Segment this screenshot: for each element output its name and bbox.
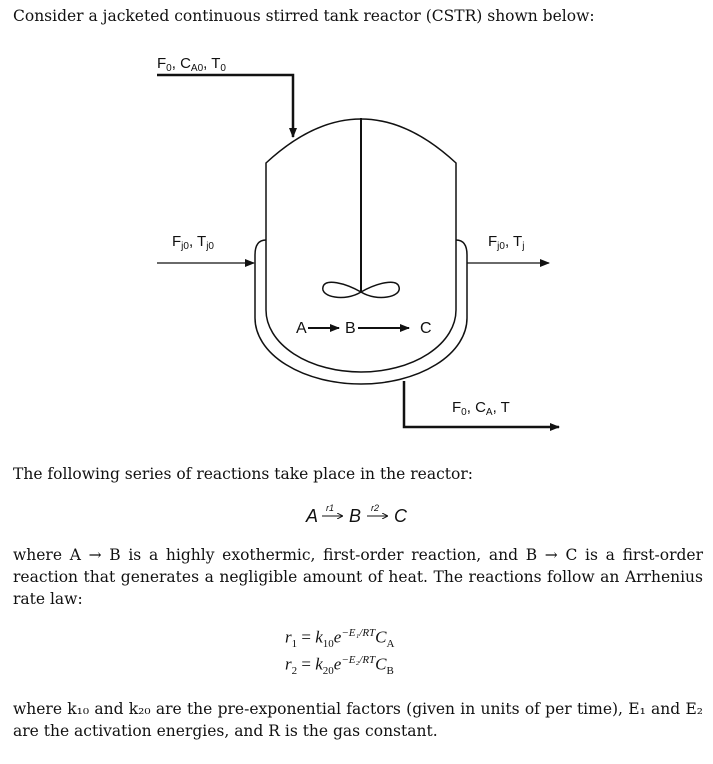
outlet-label: $F_0$, $C_A$, T	[452, 399, 510, 418]
paragraph-parameter-definitions: where k₁₀ and k₂₀ are the pre-exponential factors (given in units of per time), E₁ and E₂ are the activation energies, and R is the gas constant.	[13, 700, 703, 740]
rate-law-r1: $r_1 = k_{10}e^{-E_1/RT}C_A$	[285, 627, 395, 651]
reaction-b: B	[345, 320, 356, 337]
intro-text: Consider a jacketed continuous stirred tank reactor (CSTR) shown below:	[13, 7, 595, 25]
series-intro-text: The following series of reactions take place in the reactor:	[13, 465, 473, 483]
svg-text:r1: r1	[326, 503, 335, 513]
svg-text:A: A	[306, 506, 319, 526]
svg-text:C: C	[394, 506, 407, 526]
reaction-c: C	[420, 320, 432, 337]
svg-text:B: B	[349, 506, 362, 526]
series-reaction-equation	[300, 500, 420, 532]
jacket-outlet-label: $F_{j0}$, $T_j$	[488, 233, 525, 252]
svg-text:r2: r2	[371, 503, 380, 513]
agitator-blade-right	[361, 282, 399, 297]
paragraph-reaction-description: where A → B is a highly exothermic, first-order reaction, and B → C is a first-order reaction that generates a negligible amount of heat. The reactions follow an Arrhenius rate law:	[13, 546, 703, 608]
rate-law-r2: $r_2 = k_{20}e^{-E_2/RT}C_B$	[285, 654, 394, 678]
agitator-blade-left	[323, 282, 361, 297]
feed-inlet-arrow	[157, 75, 293, 137]
feed-label: $F_0$, $C_{A0}$, $T_0$	[157, 55, 226, 74]
reaction-a: A	[296, 320, 307, 337]
jacket-inlet-label: $F_{j0}$, $T_{j0}$	[172, 233, 214, 252]
